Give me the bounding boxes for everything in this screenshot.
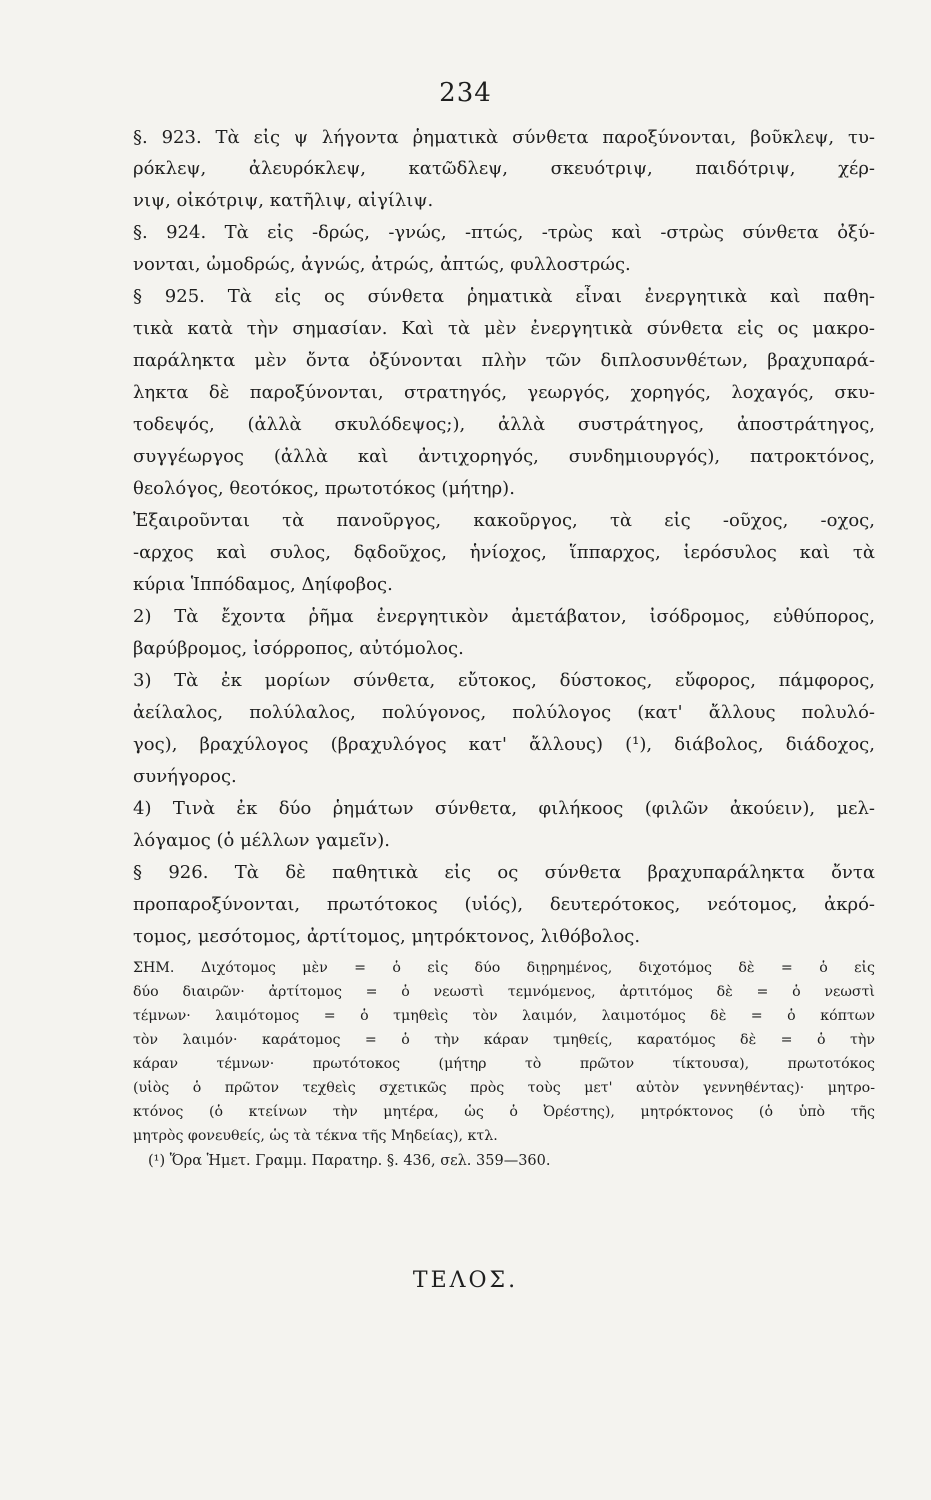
text-line: -αρχος καὶ συλος, δᾳδοῦχος, ἡνίοχος, ἵππαρχος, ἱερόσυλος καὶ τὰ (133, 542, 875, 563)
text-line: προπαροξύνονται, πρωτότοκος (υἱός), δευτερότοκος, νεότομος, ἀκρό- (133, 894, 875, 915)
text-line: παράληκτα μὲν ὄντα ὀξύνονται πλὴν τῶν διπλοσυνθέτων, βραχυπαρά- (133, 350, 875, 371)
note-line: ΣΗΜ. Διχότομος μὲν = ὁ εἰς δύο διῃρημένος, διχοτόμος δὲ = ὁ εἰς (133, 960, 875, 976)
text-line: §. 923. Τὰ εἰς ψ λήγοντα ῥηματικὰ σύνθετα παροξύνονται, βοῦκλεψ, τυ- (133, 127, 875, 148)
text-line: νονται, ὠμοδρώς, ἀγνώς, ἀτρώς, ἀπτώς, φυλλοστρώς. (133, 254, 631, 275)
text-line: ρόκλεψ, ἀλευρόκλεψ, κατῶδλεψ, σκευότριψ, παιδότριψ, χέρ- (133, 158, 875, 179)
text-line: τομος, μεσότομος, ἀρτίτομος, μητρόκτονος, λιθόβολος. (133, 926, 641, 947)
note-line: (υἱὸς ὁ πρῶτον τεχθεὶς σχετικῶς πρὸς τοὺς μετ' αὐτὸν γεννηθέντας)· μητρο- (133, 1080, 875, 1096)
end-title: ΤΕΛΟΣ. (412, 1268, 519, 1293)
text-line: 2) Τὰ ἔχοντα ῥῆμα ἐνεργητικὸν ἀμετάβατον, ἰσόδρομος, εὐθύπορος, (133, 606, 875, 627)
page-number: 234 (439, 78, 492, 108)
note-line: τέμνων· λαιμότομος = ὁ τμηθεὶς τὸν λαιμόν, λαιμοτόμος δὲ = ὁ κόπτων (133, 1008, 875, 1024)
text-line: ἀείλαλος, πολύλαλος, πολύγονος, πολύλογος (κατ' ἄλλους πολυλό- (133, 702, 875, 723)
text-line: λόγαμος (ὁ μέλλων γαμεῖν). (133, 830, 390, 851)
text-line: γος), βραχύλογος (βραχυλόγος κατ' ἄλλους) (¹), διάβολος, διάδοχος, (133, 734, 875, 755)
text-line: § 926. Τὰ δὲ παθητικὰ εἰς ος σύνθετα βραχυπαράληκτα ὄντα (133, 862, 875, 883)
text-line: κύρια Ἱππόδαμος, Δηίφοβος. (133, 574, 393, 595)
text-line: βαρύβρομος, ἰσόρροπος, αὐτόμολος. (133, 638, 464, 659)
text-line: 4) Τινὰ ἐκ δύο ῥημάτων σύνθετα, φιλήκοος (φιλῶν ἀκούειν), μελ- (133, 798, 875, 819)
text-line: συγγέωργος (ἀλλὰ καὶ ἀντιχορηγός, συνδημιουργός), πατροκτόνος, (133, 446, 875, 467)
text-line: θεολόγος, θεοτόκος, πρωτοτόκος (μήτηρ). (133, 478, 515, 499)
text-line: § 925. Τὰ εἰς ος σύνθετα ῥηματικὰ εἶναι ἐνεργητικὰ καὶ παθη- (133, 286, 875, 307)
text-line: τοδεψός, (ἀλλὰ σκυλόδεψος;), ἀλλὰ συστράτηγος, ἀποστράτηγος, (133, 414, 875, 435)
note-line: δύο διαιρῶν· ἀρτίτομος = ὁ νεωστὶ τεμνόμενος, ἀρτιτόμος δὲ = ὁ νεωστὶ (133, 984, 875, 1000)
text-line: ληκτα δὲ παροξύνονται, στρατηγός, γεωργός, χορηγός, λοχαγός, σκυ- (133, 382, 875, 403)
text-line: Ἐξαιροῦνται τὰ πανοῦργος, κακοῦργος, τὰ εἰς -οῦχος, -οχος, (133, 510, 875, 531)
text-line: 3) Τὰ ἐκ μορίων σύνθετα, εὔτοκος, δύστοκος, εὔφορος, πάμφορος, (133, 670, 875, 691)
note-line: μητρὸς φονευθείς, ὡς τὰ τέκνα τῆς Μηδείας), κτλ. (133, 1128, 498, 1144)
note-line: κάραν τέμνων· πρωτότοκος (μήτηρ τὸ πρῶτον τίκτουσα), πρωτοτόκος (133, 1056, 875, 1072)
footnote: (¹) Ὅρα Ἡμετ. Γραμμ. Παρατηρ. §. 436, σελ. 359—360. (148, 1153, 551, 1169)
text-line: τικὰ κατὰ τὴν σημασίαν. Καὶ τὰ μὲν ἐνεργητικὰ σύνθετα εἰς ος μακρο- (133, 318, 875, 339)
text-line: νιψ, οἰκότριψ, κατῆλιψ, αἰγίλιψ. (133, 190, 434, 211)
text-line: συνήγορος. (133, 766, 237, 787)
text-line: §. 924. Τὰ εἰς -δρώς, -γνώς, -πτώς, -τρὼς καὶ -στρὼς σύνθετα ὀξύ- (133, 222, 875, 243)
note-line: κτόνος (ὁ κτείνων τὴν μητέρα, ὡς ὁ Ὀρέστης), μητρόκτονος (ὁ ὑπὸ τῆς (133, 1104, 875, 1120)
note-line: τὸν λαιμόν· καράτομος = ὁ τὴν κάραν τμηθείς, καρατόμος δὲ = ὁ τὴν (133, 1032, 875, 1048)
